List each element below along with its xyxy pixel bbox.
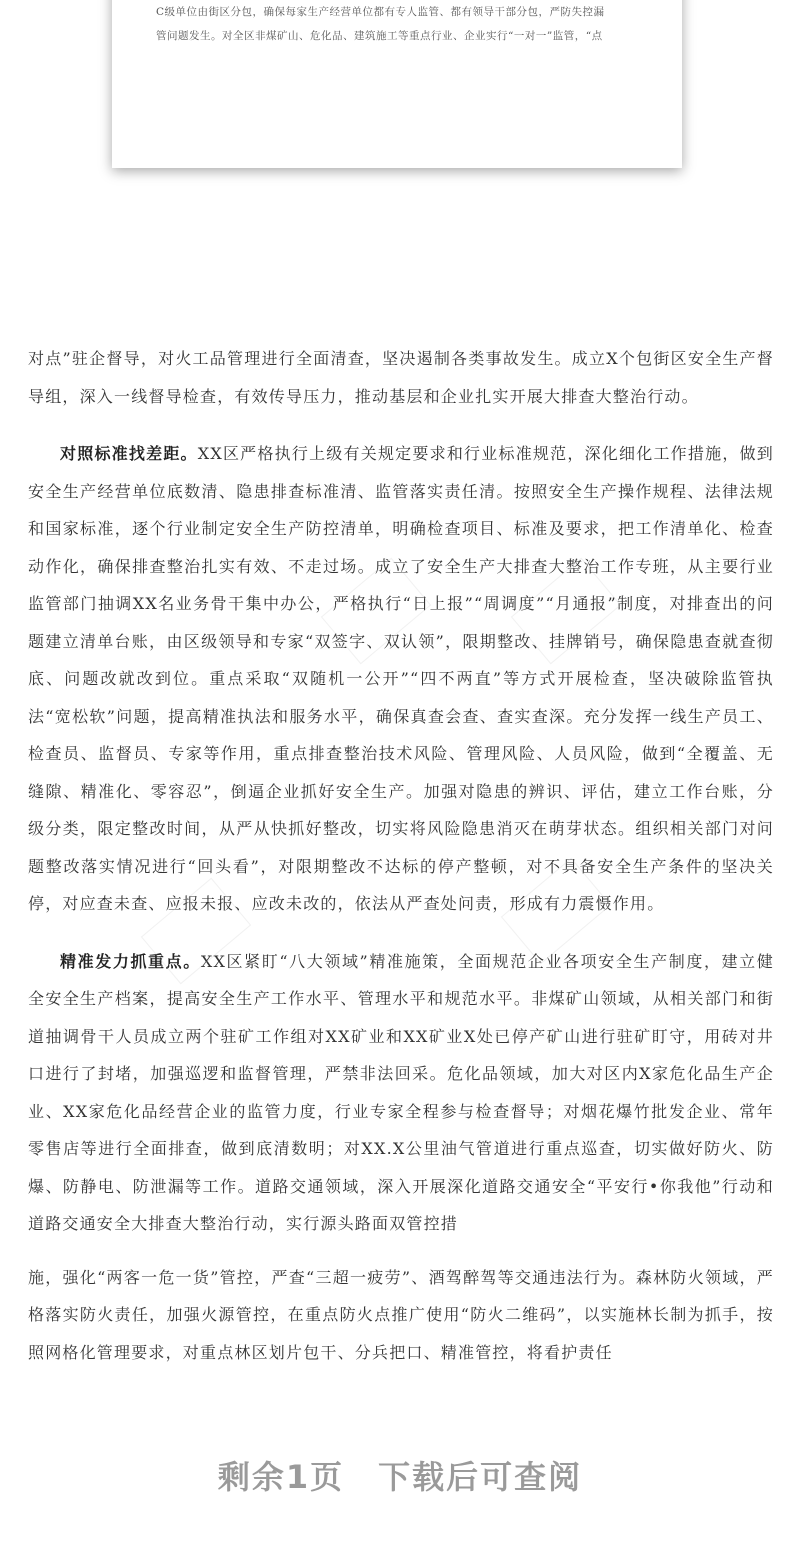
- preview-line: C级单位由街区分包，确保每家生产经营单位都有专人监管、都有领导干部分包，严防失控漏: [156, 6, 605, 18]
- download-prompt[interactable]: [0, 1452, 800, 1498]
- document-body: [28, 340, 774, 1371]
- remaining-pages-text: 剩余1页: [217, 1458, 345, 1496]
- section-paragraph-focus: [28, 943, 774, 1243]
- section-paragraph-standards: [28, 435, 774, 923]
- section-heading: 精准发力抓重点。: [60, 951, 201, 971]
- document-preview-card: [112, 0, 682, 168]
- preview-line: 管问题发生。对全区非煤矿山、危化品、建筑施工等重点行业、企业实行“一对一”监管，“点: [156, 30, 603, 42]
- section-body: XX区紧盯“八大领域”精准施策，全面规范企业各项安全生产制度，建立健全安全生产档案，提高安全生产工作水平、管理水平和规范水平。非煤矿山领域，从相关部门和街道抽调骨干人员成立两个驻矿工作组对XX矿业和XX矿业X处已停产矿山进行驻矿盯守，用砖对井口进行了封堵，加强巡逻和监督管理，严禁非法回采。危化品领域，加大对区内X家危化品生产企业、XX家危化品经营企业的监管力度，行业专家全程参与检查督导；对烟花爆竹批发企业、常年零售店等进行全面排查，做到底清数明；对XX.X公里油气管道进行重点巡查，切实做好防火、防爆、防静电、防泄漏等工作。道路交通领域，深入开展深化道路交通安全“平安行•你我他”行动和道路交通安全大排查大整治行动，实行源头路面双管控措: [28, 951, 774, 1233]
- paragraph-continued: 施，强化“两客一危一货”管控，严查“三超一疲劳”、酒驾醉驾等交通违法行为。森林防火领域，严格落实防火责任，加强火源管控，在重点防火点推广使用“防火二维码”，以实施林长制为抓手，按照网格化管理要求，对重点林区划片包干、分兵把口、精准管控，将看护责任: [28, 1267, 774, 1362]
- section-heading: 对照标准找差距。: [60, 444, 198, 463]
- download-to-view-text: 下载后可查阅: [378, 1458, 583, 1496]
- preview-text: [156, 0, 648, 48]
- section-body: XX区严格执行上级有关规定要求和行业标准规范，深化细化工作措施，做到安全生产经营单位底数清、隐患排查标准清、监管落实责任清。按照安全生产操作规程、法律法规和国家标准，逐个行业制定安全生产防控清单，明确检查项目、标准及要求，把工作清单化、检查动作化，确保排查整治扎实有效、不走过场。成立了安全生产大排查大整治工作专班，从主要行业监管部门抽调XX名业务骨干集中办公，严格执行“日上报”“周调度”“月通报”制度，对排查出的问题建立清单台账，由区级领导和专家“双签字、双认领”，限期整改、挂牌销号，确保隐患查就查彻底、问题改就改到位。重点采取“双随机一公开”“四不两直”等方式开展检查，坚决破除监管执法“宽松软”问题，提高精准执法和服务水平，确保真查会查、查实查深。充分发挥一线生产员工、检查员、监督员、专家等作用，重点排查整治技术风险、管理风险、人员风险，做到“全覆盖、无缝隙、精准化、零容忍”，倒逼企业抓好安全生产。加强对隐患的辨识、评估，建立工作台账，分级分类，限定整改时间，从严从快抓好整改，切实将风险隐患消灭在萌芽状态。组织相关部门对问题整改落实情况进行“回头看”，对限期整改不达标的停产整顿，对不具备安全生产条件的坚决关停，对应查未查、应报未报、应改未改的，依法从严查处问责，形成有力震慑作用。: [28, 444, 774, 913]
- paragraph-continuation: 对点”驻企督导，对火工品管理进行全面清查，坚决遏制各类事故发生。成立X个包街区安全生产督导组，深入一线督导检查，有效传导压力，推动基层和企业扎实开展大排查大整治行动。: [28, 349, 774, 406]
